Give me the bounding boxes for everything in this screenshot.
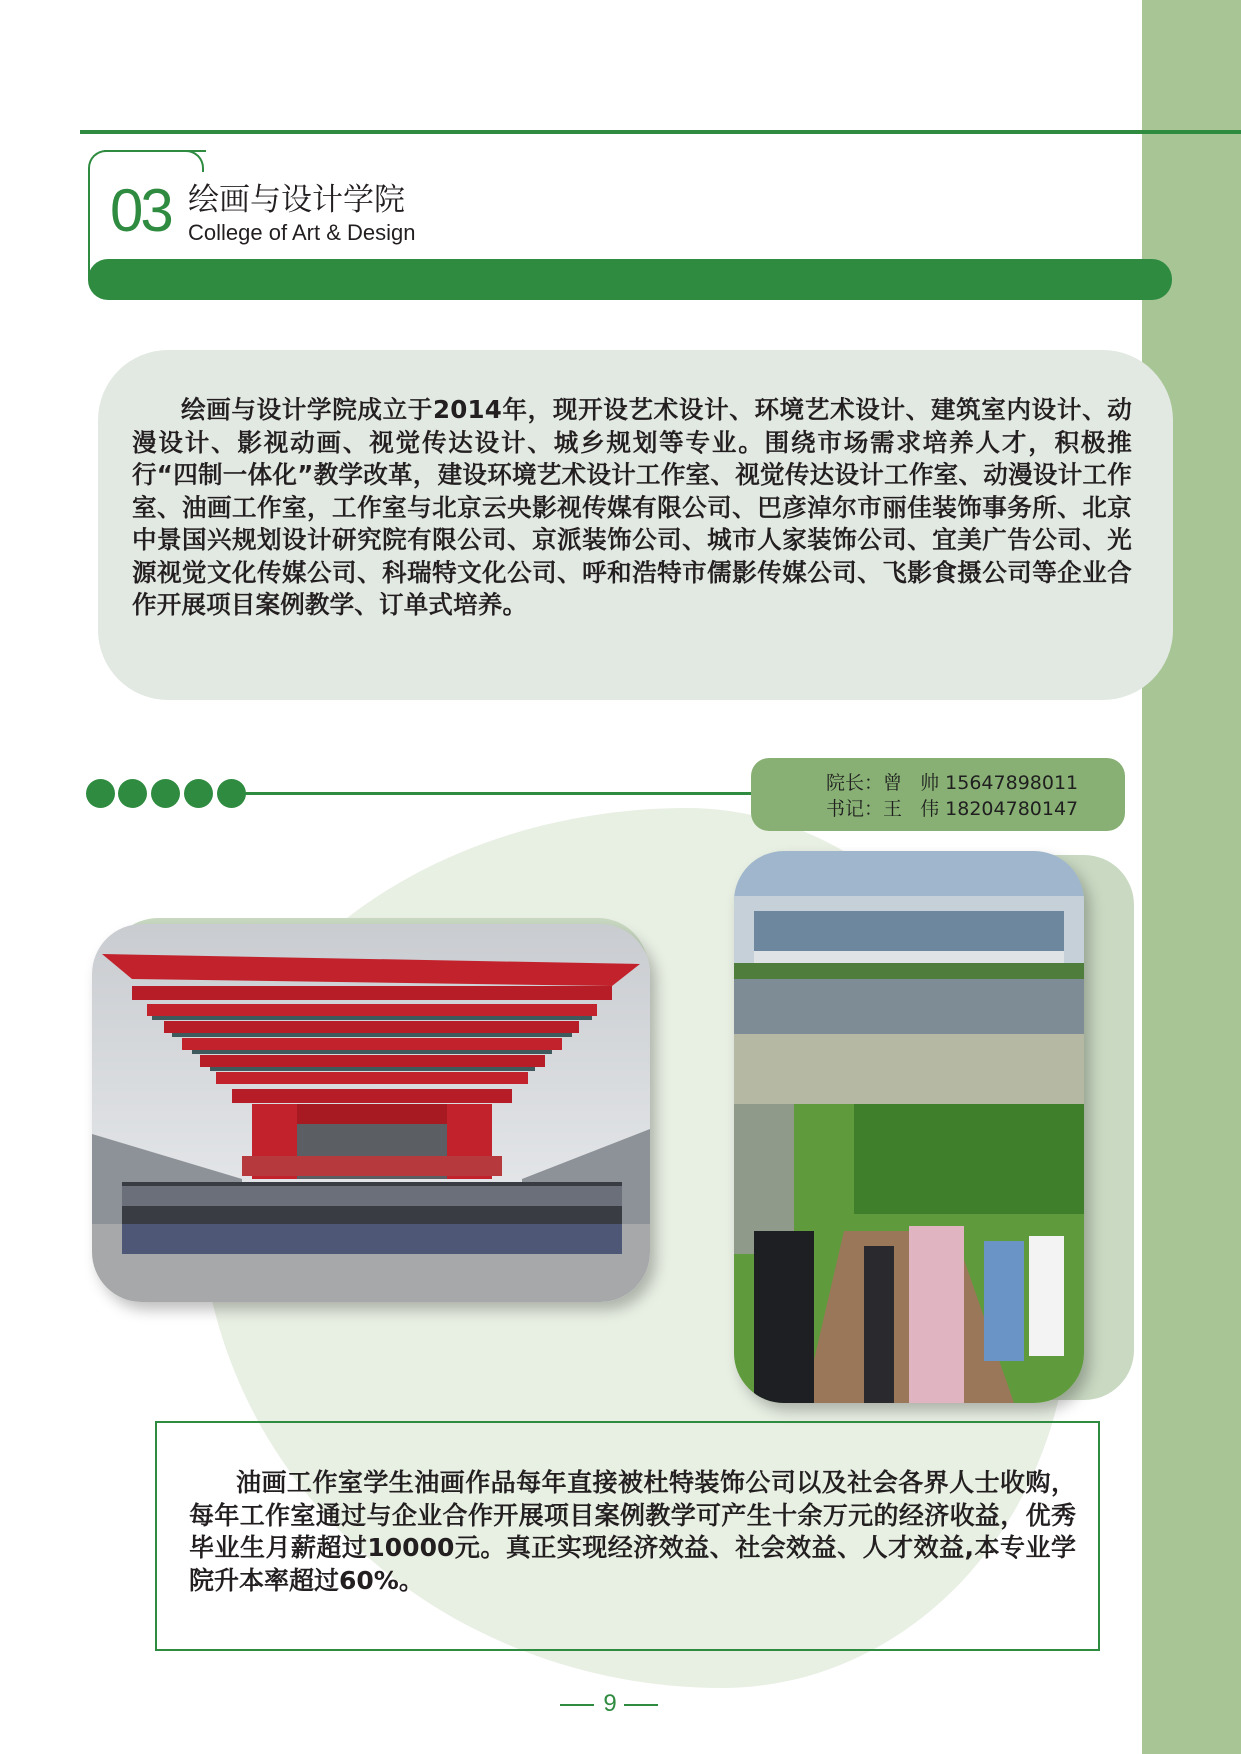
campus-forest-photo bbox=[734, 851, 1084, 1403]
college-title-english: College of Art & Design bbox=[188, 220, 416, 245]
decorative-line bbox=[240, 792, 760, 795]
pavilion-group-photo bbox=[92, 924, 650, 1302]
dot-icon bbox=[184, 779, 213, 808]
dot-icon bbox=[151, 779, 180, 808]
dean-contact: 院长：曾 帅 15647898011 bbox=[826, 772, 1079, 794]
header-rule bbox=[80, 130, 1241, 134]
section-tab-corner bbox=[104, 150, 204, 172]
college-title-chinese: 绘画与设计学院 bbox=[188, 182, 405, 218]
dot-icon bbox=[86, 779, 115, 808]
header-green-bar bbox=[88, 259, 1172, 300]
dot-icon bbox=[118, 779, 147, 808]
page-number-rule-right bbox=[624, 1704, 658, 1706]
intro-paragraph: 绘画与设计学院成立于2014年，现开设艺术设计、环境艺术设计、建筑室内设计、动漫设计、影视动画、视觉传达设计、城乡规划等专业。围绕市场需求培养人才，积极推行“四制一体化”教学改革，建设环境艺术设计工作室、视觉传达设计工作室、动漫设计工作室、油画工作室，工作室与北京云央影视传媒有限公司、巴彦淖尔市丽佳装饰事务所、北京中景国兴规划设计研究院有限公司、京派装饰公司、城市人家装饰公司、宜美广告公司、光源视觉文化传媒公司、科瑞特文化公司、呼和浩特市儒影传媒公司、飞影食摄公司等企业合作开展项目案例教学、订单式培养。 bbox=[132, 395, 1132, 619]
section-number: 03 bbox=[110, 177, 171, 244]
secretary-contact: 书记：王 伟 18204780147 bbox=[826, 798, 1079, 820]
summary-paragraph: 油画工作室学生油画作品每年直接被杜特装饰公司以及社会各界人士收购，每年工作室通过与企业合作开展项目案例教学可产生十余万元的经济收益，优秀毕业生月薪超过10000元。真正实现经济效益、社会效益、人才效益,本专业学院升本率超过60%。 bbox=[189, 1468, 1076, 1595]
page-number: 9 bbox=[603, 1690, 617, 1717]
